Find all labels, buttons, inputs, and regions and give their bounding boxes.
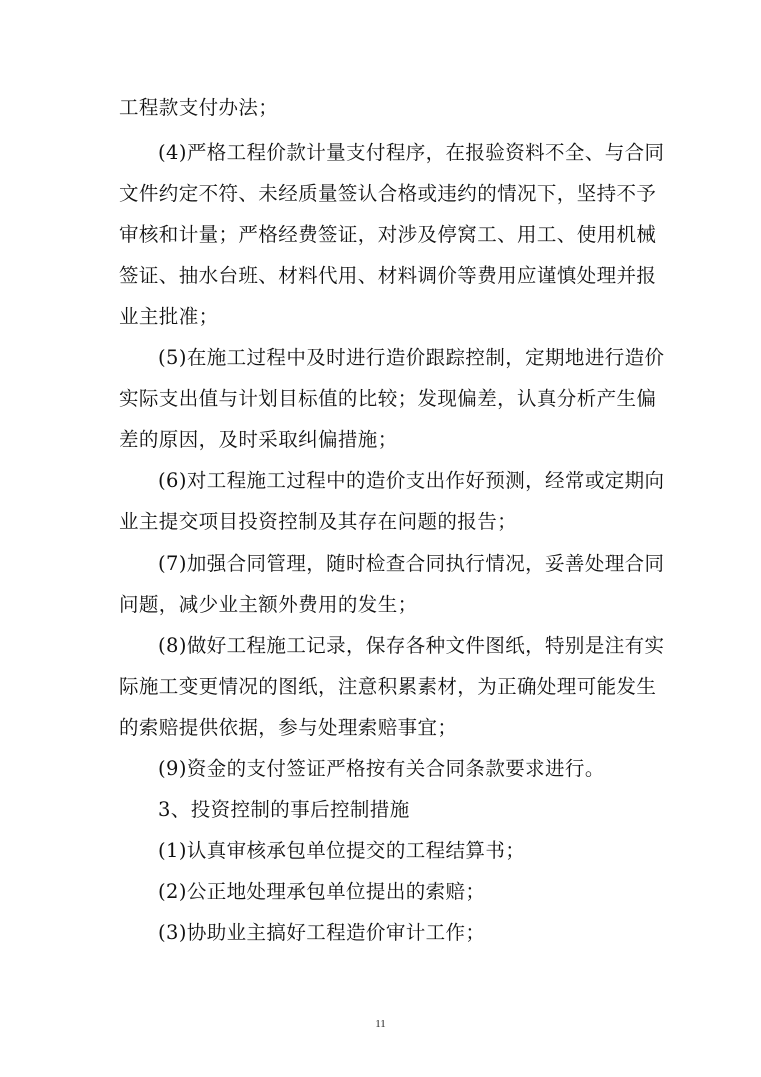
text-line: 差的原因，及时采取纠偏措施； [119, 428, 398, 451]
text-line: (8)做好工程施工记录，保存各种文件图纸，特别是注有实 [158, 634, 665, 657]
text-line: (3)协助业主搞好工程造价审计工作； [158, 921, 486, 944]
text-line: (2)公正地处理承包单位提出的索赔； [158, 880, 486, 903]
text-line: (9)资金的支付签证严格按有关合同条款要求进行。 [158, 757, 605, 780]
text-line: 的索赔提供依据，参与处理索赔事宜； [119, 716, 458, 739]
text-line: (7)加强合同管理，随时检查合同执行情况，妥善处理合同 [158, 552, 665, 575]
text-line: 际施工变更情况的图纸，注意积累素材，为正确处理可能发生 [119, 675, 657, 698]
text-line: 文件约定不符、未经质量签认合格或违约的情况下，坚持不予 [119, 182, 657, 205]
section-heading: 3、投资控制的事后控制措施 [158, 798, 410, 821]
text-line: 问题，减少业主额外费用的发生； [119, 593, 418, 616]
text-line: (1)认真审核承包单位提交的工程结算书； [158, 839, 526, 862]
text-line: (4)严格工程价款计量支付程序，在报验资料不全、与合同 [158, 141, 665, 164]
text-line: 工程款支付办法； [119, 96, 279, 119]
text-line: 实际支出值与计划目标值的比较；发现偏差，认真分析产生偏 [119, 387, 657, 410]
text-line: (5)在施工过程中及时进行造价跟踪控制，定期地进行造价 [158, 346, 665, 369]
text-line: 审核和计量；严格经费签证，对涉及停窝工、用工、使用机械 [119, 223, 657, 246]
text-line: (6)对工程施工过程中的造价支出作好预测，经常或定期向 [158, 469, 665, 492]
text-line: 业主批准； [119, 305, 219, 328]
page-number: 11 [375, 1018, 386, 1030]
text-line: 签证、抽水台班、材料代用、材料调价等费用应谨慎处理并报 [119, 264, 657, 287]
text-line: 业主提交项目投资控制及其存在问题的报告； [119, 510, 518, 533]
